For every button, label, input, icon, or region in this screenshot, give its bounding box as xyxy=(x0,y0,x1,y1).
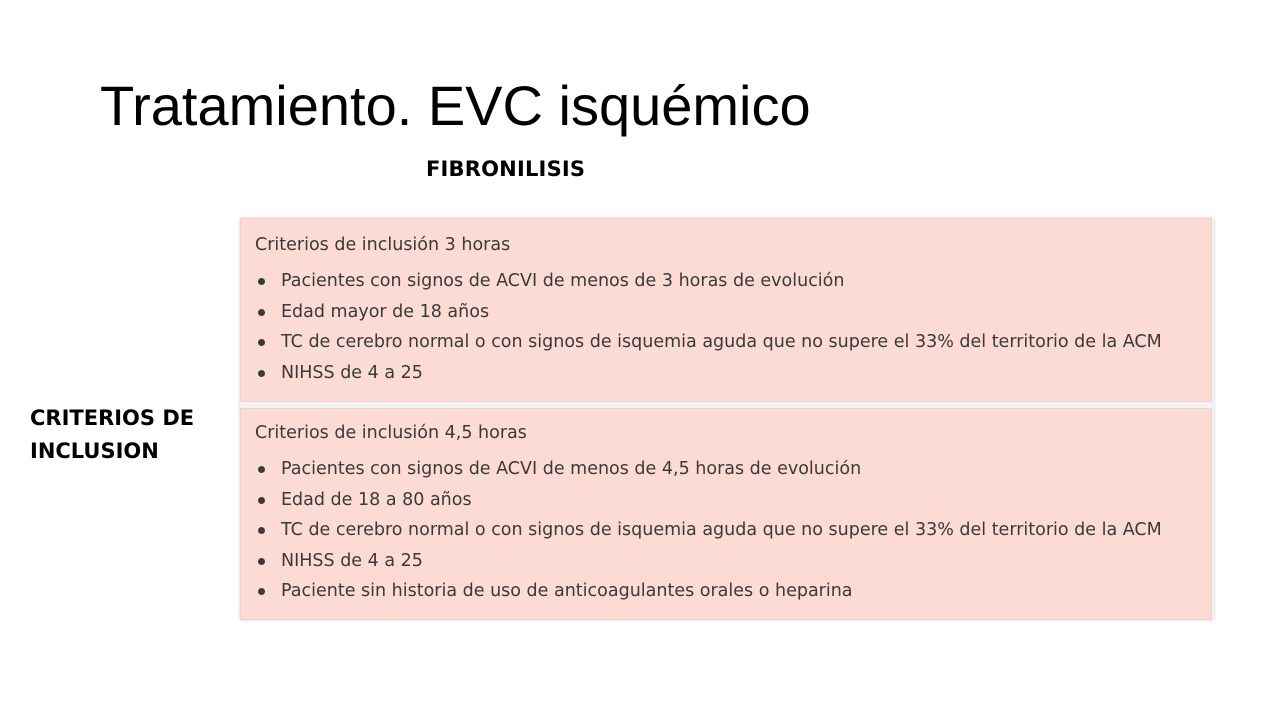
inclusion-criteria-label-line-1: CRITERIOS DE xyxy=(30,406,195,430)
list-item-text: Pacientes con signos de ACVI de menos de 4,5 horas de evolución xyxy=(281,459,862,479)
bullet-icon xyxy=(258,558,265,565)
list-item xyxy=(255,266,1211,297)
bullet-icon xyxy=(258,339,265,346)
list-item-text: NIHSS de 4 a 25 xyxy=(281,550,423,571)
bullet-icon xyxy=(258,466,265,473)
bullet-icon xyxy=(258,278,265,285)
list-item xyxy=(255,327,1211,358)
criteria-box-3-hours xyxy=(240,218,1212,402)
list-item-text: NIHSS de 4 a 25 xyxy=(281,362,423,383)
list-item xyxy=(255,576,1211,607)
list-item xyxy=(255,546,1211,577)
inclusion-criteria-table xyxy=(240,218,1214,620)
criteria-list-4-5-hours xyxy=(255,454,1211,607)
list-item-text: Paciente sin historia de uso de anticoagulantes orales o heparina xyxy=(281,581,853,601)
list-item-text: Edad mayor de 18 años xyxy=(281,301,490,322)
list-item xyxy=(255,515,1211,546)
slide-title: Tratamiento. EVC isquémico xyxy=(100,74,811,137)
list-item-text: Edad de 18 a 80 años xyxy=(281,489,472,510)
list-item-text: Pacientes con signos de ACVI de menos de 3 horas de evolución xyxy=(281,271,845,291)
list-item-text: TC de cerebro normal o con signos de isquemia aguda que no supere el 33% del territorio de la ACM xyxy=(281,332,1162,352)
inclusion-criteria-label-line-2: INCLUSION xyxy=(30,439,159,463)
criteria-box-4-5-hours xyxy=(240,408,1212,620)
bullet-icon xyxy=(258,309,265,316)
bullet-icon xyxy=(258,527,265,534)
criteria-list-3-hours xyxy=(255,266,1211,388)
criteria-heading-3-hours: Criterios de inclusión 3 horas xyxy=(255,235,511,255)
list-item xyxy=(255,454,1211,485)
list-item xyxy=(255,358,1211,389)
list-item-text: TC de cerebro normal o con signos de isquemia aguda que no supere el 33% del territorio de la ACM xyxy=(281,520,1162,540)
bullet-icon xyxy=(258,588,265,595)
inclusion-criteria-label xyxy=(30,402,230,468)
bullet-icon xyxy=(258,370,265,377)
criteria-heading-4-5-hours: Criterios de inclusión 4,5 horas xyxy=(255,423,527,443)
list-item xyxy=(255,297,1211,328)
bullet-icon xyxy=(258,497,265,504)
list-item xyxy=(255,485,1211,516)
slide-subtitle: FIBRONILISIS xyxy=(426,157,586,181)
